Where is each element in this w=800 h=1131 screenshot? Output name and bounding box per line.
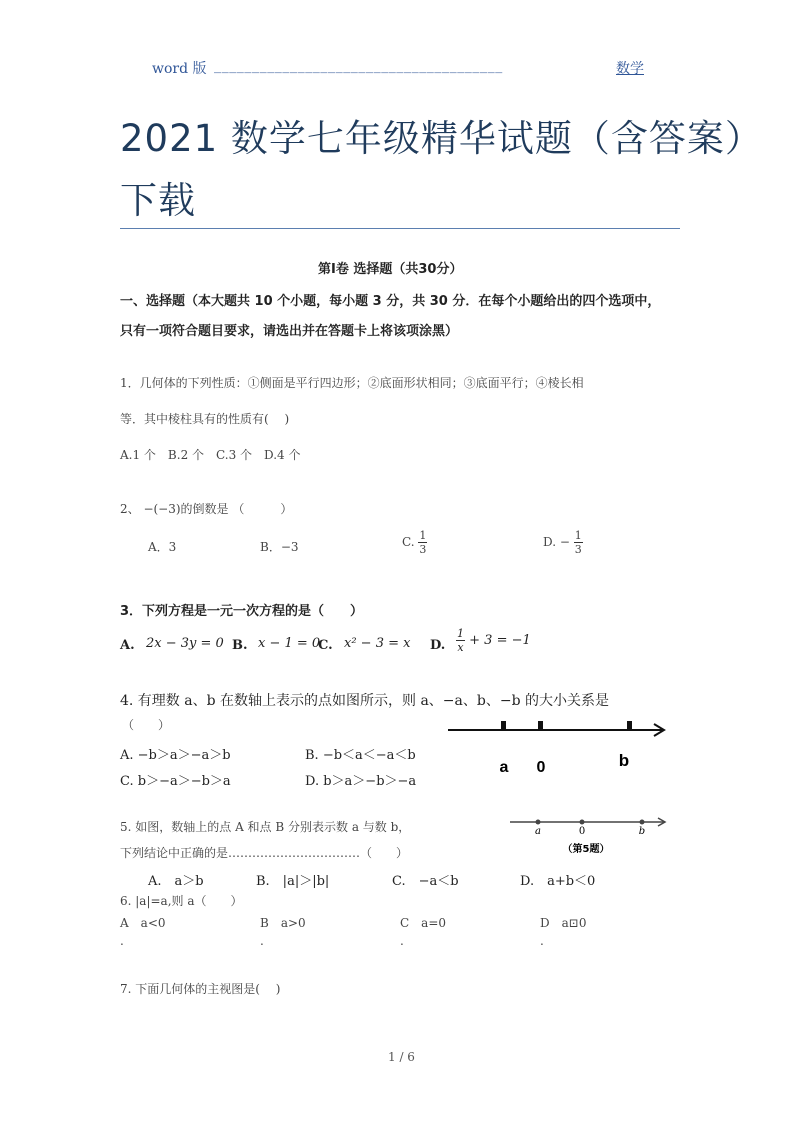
q3-d-fraction	[456, 628, 465, 653]
q4-option-d: D. b＞a＞−b＞−a	[305, 774, 417, 789]
q6-option-d: D a⊡0	[540, 916, 587, 930]
q2-stem: 2、 −(−3)的倒数是 （ ）	[120, 502, 293, 516]
q3-option-a-label: A.	[120, 638, 135, 653]
q3-option-b-label: B.	[232, 638, 248, 653]
header-separator: ______________________________________	[214, 58, 503, 74]
q4-label-b: b	[618, 751, 630, 770]
q6-stem: 6. |a|=a,则 a（ ）	[120, 894, 243, 908]
q5-label-a: a	[535, 826, 541, 837]
q7-stem: 7. 下面几何体的主视图是( )	[120, 982, 281, 996]
q2-d-numerator: 1	[574, 529, 582, 542]
header-right-label: 数学	[616, 61, 644, 77]
q2-option-c	[402, 530, 427, 555]
q3-d-denominator: x	[457, 641, 464, 654]
q6-option-b: B a>0	[260, 916, 306, 930]
q5-option-b: B. |a|＞|b|	[256, 874, 330, 889]
q4-paren: （ ）	[122, 718, 171, 732]
q6-dot-b: .	[260, 934, 264, 948]
page-title-line2: 下载	[120, 179, 196, 222]
q3-option-c-label: C.	[318, 638, 333, 653]
q3-d-rest: + 3 = −1	[469, 633, 531, 648]
q5-point-a	[536, 820, 541, 825]
q4-tick-b	[627, 721, 632, 730]
q5-option-d: D. a+b＜0	[520, 874, 596, 889]
q1-line1: 1．几何体的下列性质：①侧面是平行四边形；②底面形状相同；③底面平行；④棱长相	[120, 376, 584, 390]
instructions-line2: 只有一项符合题目要求，请选出并在答题卡上将该项涂黑）	[120, 324, 459, 339]
q2-d-denominator: 3	[574, 543, 582, 556]
q3-option-d-expr	[456, 628, 531, 653]
q5-label-b: b	[638, 826, 646, 837]
q5-option-a: A. a＞b	[148, 874, 204, 889]
q5-line1: 5. 如图，数轴上的点 A 和点 B 分别表示数 a 与数 b，	[120, 820, 411, 834]
q5-number-line-figure	[506, 812, 670, 858]
q3-d-numerator: 1	[457, 627, 464, 640]
section-title: 第Ⅰ卷 选择题（共30分）	[318, 262, 463, 277]
q6-dot-d: .	[540, 934, 544, 948]
q4-tick-zero	[538, 721, 543, 730]
q5-line2: 下列结论中正确的是……………………………（ ）	[120, 846, 409, 860]
q2-option-a: A．3	[148, 540, 177, 554]
q2-option-d-prefix: D. −	[543, 535, 570, 549]
q6-option-c: C a=0	[400, 916, 447, 930]
q3-option-c-expr: x² − 3 = x	[344, 636, 411, 651]
q5-label-zero: 0	[578, 826, 586, 837]
q2-c-denominator: 3	[419, 543, 427, 556]
q2-option-c-fraction	[418, 530, 427, 555]
q2-option-c-prefix: C.	[402, 535, 415, 549]
q3-option-d-label: D.	[430, 638, 446, 653]
q4-stem: 4. 有理数 a、b 在数轴上表示的点如图所示，则 a、−a、b、−b 的大小关系是	[120, 693, 609, 709]
q2-c-numerator: 1	[419, 529, 427, 542]
q3-stem: 3．下列方程是一元一次方程的是（ ）	[120, 604, 364, 619]
q5-point-zero	[580, 820, 585, 825]
q1-line2: 等．其中棱柱具有的性质有( )	[120, 412, 290, 426]
q3-option-a-expr: 2x − 3y = 0	[146, 636, 224, 651]
q4-tick-a	[501, 721, 506, 730]
q4-number-line-figure	[444, 716, 670, 772]
q4-label-a: a	[499, 759, 509, 772]
title-divider	[120, 228, 680, 229]
q5-figure-caption: （第5题）	[562, 844, 610, 855]
q4-option-b: B. −b＜a＜−a＜b	[305, 748, 416, 763]
q2-option-d-fraction	[574, 530, 583, 555]
q4-label-zero: 0	[536, 759, 546, 772]
header-left-label: word 版	[152, 61, 207, 77]
q3-option-b-expr: x − 1 = 0	[258, 636, 321, 651]
q6-dot-a: .	[120, 934, 124, 948]
q5-point-b	[640, 820, 645, 825]
q6-dot-c: .	[400, 934, 404, 948]
q4-option-a: A. −b＞a＞−a＞b	[120, 748, 231, 763]
q4-option-c: C. b＞−a＞−b＞a	[120, 774, 231, 789]
page-title-line1: 2021 数学七年级精华试题（含答案）	[120, 117, 763, 160]
page-number: 1 / 6	[388, 1050, 415, 1064]
q6-option-a: A a<0	[120, 916, 166, 930]
q2-option-d	[543, 530, 583, 555]
instructions-line1: 一、选择题（本大题共 10 个小题，每小题 3 分，共 30 分．在每个小题给出的四个选项中，	[120, 294, 661, 309]
q5-option-c: C. −a＜b	[392, 874, 459, 889]
q2-option-b: B．−3	[260, 540, 299, 554]
q1-options: A.1 个 B.2 个 C.3 个 D.4 个	[120, 448, 301, 462]
